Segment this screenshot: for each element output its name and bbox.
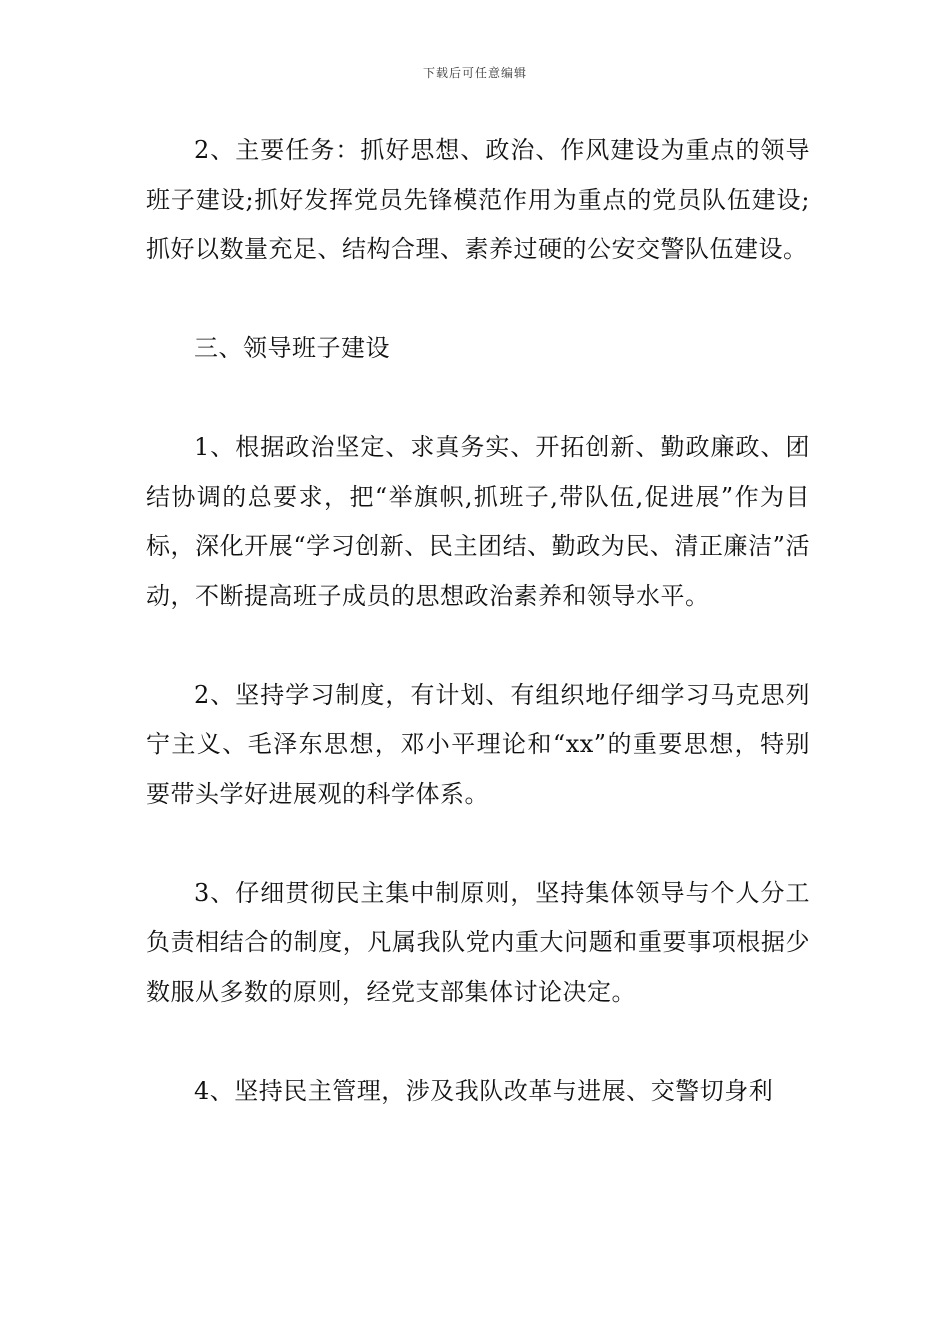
document-body [146,126,810,1116]
paragraph-spacer [146,275,810,325]
paragraph-spacer [146,1017,810,1067]
paragraph-spacer [146,819,810,869]
paragraph-item-1: 1、根据政治坚定、求真务实、开拓创新、勤政廉政、团结协调的总要求，把“举旗帜,抓班子,带队伍,促进展”作为目标，深化开展“学习创新、民主团结、勤政为民、清正廉洁”活动，不断提高班子成员的思想政治素养和领导水平。 [146,433,810,610]
paragraph-item-2: 2、坚持学习制度，有计划、有组织地仔细学习马克思列宁主义、毛泽东思想，邓小平理论和“xx”的重要思想，特别要带头学好进展观的科学体系。 [146,680,810,808]
paragraph-main-tasks: 2、主要任务：抓好思想、政治、作风建设为重点的领导班子建设;抓好发挥党员先锋模范作用为重点的党员队伍建设;抓好以数量充足、结构合理、素养过硬的公安交警队伍建设。 [146,136,810,263]
paragraph-spacer [146,621,810,671]
paragraph-spacer [146,374,810,424]
page-header-note: 下载后可任意编辑 [422,66,527,80]
paragraph-item-4: 4、坚持民主管理，涉及我队改革与进展、交警切身利 [194,1076,774,1105]
paragraph-item-3: 3、仔细贯彻民主集中制原则，坚持集体领导与个人分工负责相结合的制度，凡属我队党内重大问题和重要事项根据少数服从多数的原则，经党支部集体讨论决定。 [146,878,810,1006]
section-heading-leadership: 三、领导班子建设 [194,334,390,362]
